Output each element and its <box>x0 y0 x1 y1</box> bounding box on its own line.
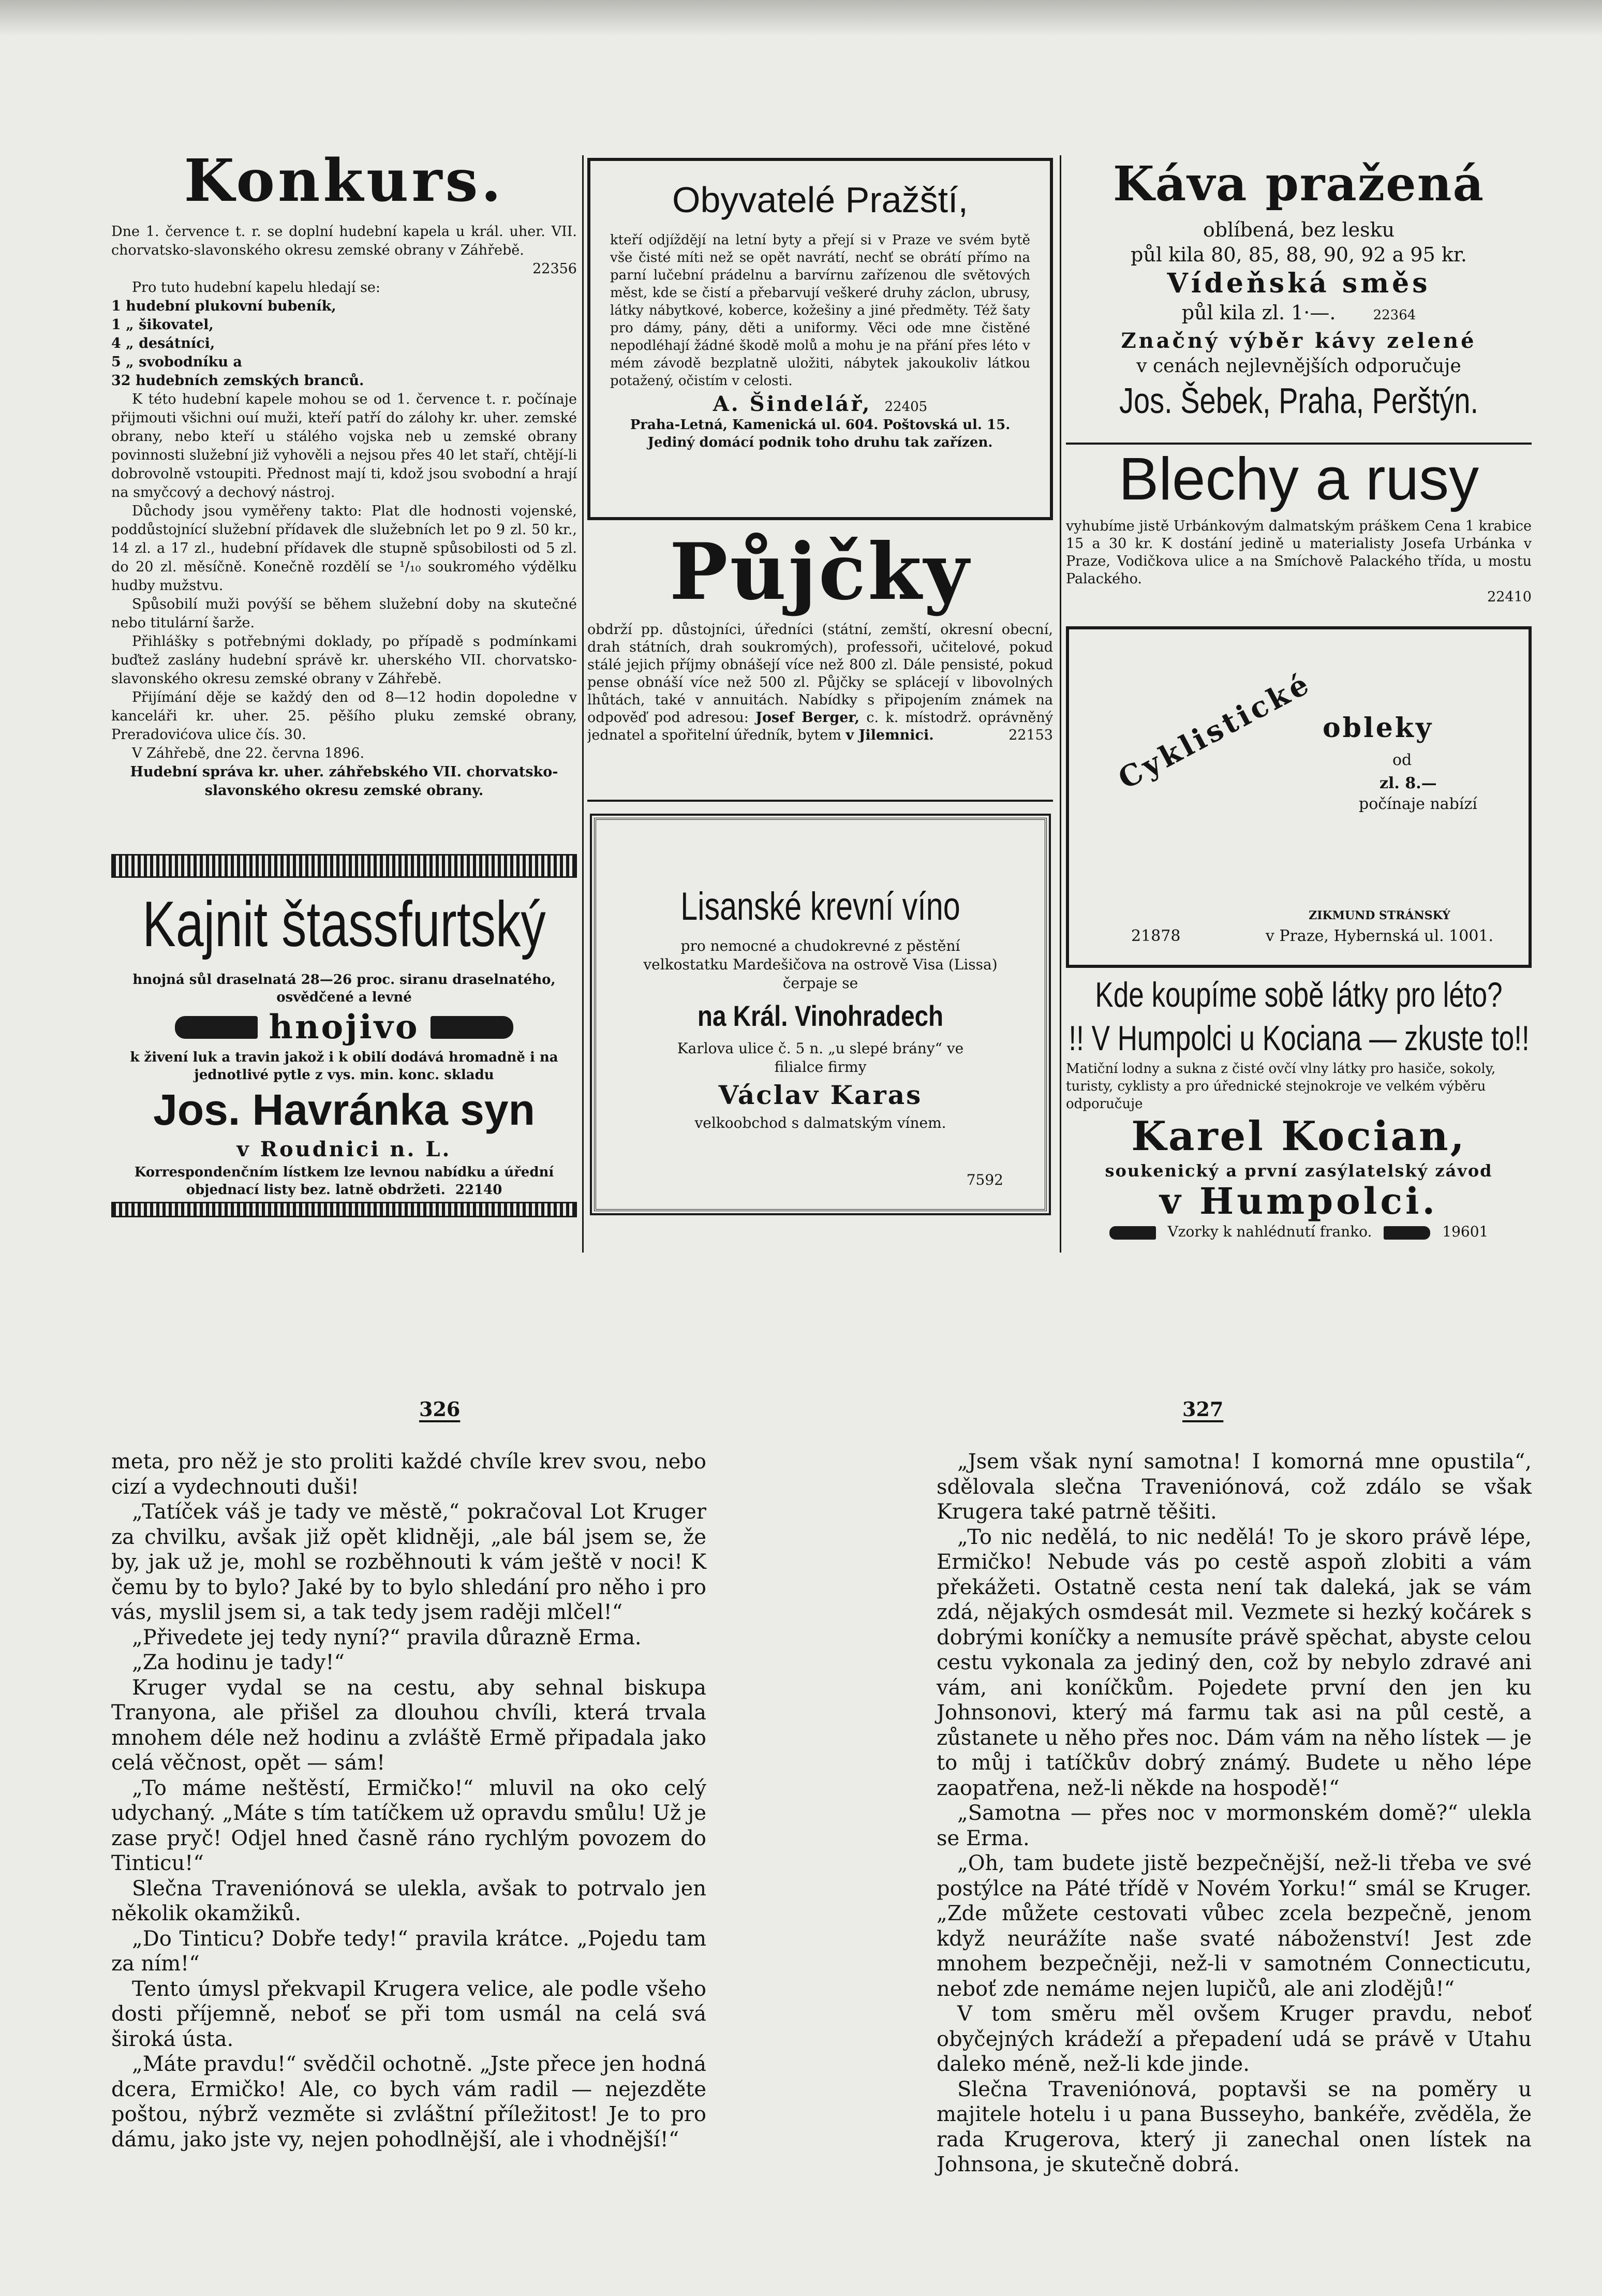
cyklisticke-title: Cyklistické <box>1112 666 1317 797</box>
kava-ref: 22364 <box>1373 307 1416 323</box>
cyklisticke-offer: počínaje nabízí <box>1359 795 1477 813</box>
kajnit-hnojivo: hnojivo <box>269 1008 420 1047</box>
obyvatele-ref: 22405 <box>884 399 928 415</box>
page-text-left <box>111 1449 706 2152</box>
paragraph: V tom směru měl ovšem Kruger pravdu, neboť obyčejných krádeží a přepadení udá se právě v Utahu daleko méně, než-li kde jinde. <box>937 2002 1532 2076</box>
konkurs-body-5: Přijímání děje se každý den od 8—12 hodin dopoledne v kanceláři kr. uher. 25. pěšího pluku zemské obrany, Preradovićova ulice čís. 30. <box>111 689 577 743</box>
kajnit-firm: Jos. Havránka syn <box>153 1085 535 1134</box>
column-rule <box>1060 155 1061 1253</box>
kocian-name: Karel Kocian, <box>1131 1113 1466 1160</box>
page-number-left: 326 <box>419 1397 461 1421</box>
konkurs-intro-ref: 22356 <box>532 261 577 277</box>
konkurs-signature: Hudební správa kr. uher. záhřebského VII. chorvatsko-slavonského okresu zemské obrany. <box>130 764 558 799</box>
kocian-head1: Kde koupíme sobě látky pro léto? <box>1095 975 1503 1014</box>
obyvatele-body: kteří odjíždějí na letní byty a přejí si v Praze ve svém bytě vše čisté míti než se opět navrátí, nechť se obrátí přímo na parní lučební prádelnu a barvírnu zařízenou dle světových měst, kde se čistí a přebarvují veškeré druhy záclon, ubrusy, látky nábytkové, koberce, kožešiny a jiné předměty. Též šaty pro dámy, pány, děti a uniformy. Věci ode mne čistěné nepodléhají žádné škodě molů a mohu je na přání přes léto v mém závodě bezplatně uložiti, nábytek jakoukoliv látkou potažený, očistím v celosti. <box>610 232 1030 389</box>
scan-edge <box>0 0 1602 36</box>
konkurs-title: Konkurs. <box>184 150 505 215</box>
paragraph: Slečna Traveniónová, poptavši se na poměry u majitele hotelu i u pana Busseyho, bankéře, zvěděla, že rada Krugerova, který ji zanechal onen lístek na Johnsona, je skutečně dobrá. <box>937 2077 1532 2176</box>
kocian-head2: !! V Humpolci u Kociana — zkuste to!! <box>1069 1019 1530 1058</box>
pointing-hand-left-icon <box>1109 1226 1156 1240</box>
pujcky-title2: c. k. místodrž. oprávněný jednatel a spořitelní úředník, bytem <box>587 710 1053 743</box>
pujcky-title: Půjčky <box>669 526 971 617</box>
ad-kajnit <box>111 854 577 1232</box>
konkurs-body-3: Spůsobilí muži povýší se během služební doby na skutečné nebo titulární šarže. <box>111 596 577 631</box>
paragraph: Tento úmysl překvapil Krugera velice, ale podle všeho dosti příjemně, neboť se při tom usmál na celá svá široká ústa. <box>111 1977 706 2051</box>
lisanske-title: Lisanské krevní víno <box>680 885 960 929</box>
paragraph: „Máte pravdu!“ svědčil ochotně. „Jste přece jen hodná dcera, Ermičko! Ale, co bych vám radil — nejezděte poštou, nýbrž vezměte si zvláštní příležitost! Je to pro dámu, jako jste vy, nejen pohodlnější, ale i vhodnější!“ <box>111 2052 706 2152</box>
kocian-samples: Vzorky k nahlédnutí franko. <box>1167 1223 1372 1240</box>
blechy-title: Blechy a rusy <box>1118 445 1479 512</box>
paragraph: „Tatíček váš je tady ve městě,“ pokračoval Lot Kruger za chvilku, avšak již opět klidněji, „ale bál jsem se, že by, jak už je, mohl se rozběhnouti k vám ještě v noci! K čemu by to bylo? Jaké by to bylo shledání pro něho i pro vás, myslil jsem si, a tak tedy jsem raději mlčel!“ <box>111 1500 706 1624</box>
ad-cyklisticke <box>1066 626 1532 968</box>
cyklisticke-ref: 21878 <box>1131 927 1181 945</box>
paragraph: „Oh, tam budete jistě bezpečnější, než-li třeba ve své postýlce na Páté třídě v Novém Yorku!“ smál se Kruger. „Zde můžete cestovati vůbec zcela bezpečně, jenom když neurážíte naše svaté náboženství! Jest zde mnohem bezpečněji, než-li v samotném Connecticutu, neboť zde nemáme nejen lupičů, ale ani zlodějů!“ <box>937 1851 1532 2001</box>
page-text-right <box>937 1449 1532 2177</box>
cyklisticke-od: od <box>1392 751 1412 769</box>
pujcky-body: obdrží pp. důstojníci, úředníci (státní, zemští, okresní obecní, drah státních, drah soukromých), professoři, učitelové, pokud stálé jejich příjmy obnášejí více než 800 zl. Dále pensisté, pokud pense obnáší více než 500 zl. Půjčky se splácejí v libovolných lhůtách, také v annuitách. Nabídky s připojením známek na odpověď pod adresou: <box>587 622 1053 726</box>
konkurs-list-3: 4 „ desátníci, <box>111 335 215 351</box>
kava-line3: půl kila zl. 1·—. <box>1181 301 1336 324</box>
obyvatele-address: Praha-Letná, Kamenická ul. 604. Poštovská ul. 15. Jediný domácí podnik toho druhu tak zařízen. <box>630 417 1011 450</box>
paragraph: „Za hodinu je tady!“ <box>132 1651 345 1674</box>
lisanske-address: Karlova ulice č. 5 n. „u slepé brány“ ve filialce firmy <box>677 1040 964 1076</box>
konkurs-body-4: Přihlášky s potřebnými doklady, po případě s podmínkami buďtež zaslány hudební správě kr. uherského VII. chorvatsko-slavonského okresu zemské obrany v Záhřebě. <box>111 634 577 687</box>
paragraph: „Do Tinticu? Dobře tedy!“ pravila krátce. „Pojedu tam za ním!“ <box>111 1926 706 1976</box>
kocian-body: Matiční lodny a sukna z čisté ovčí vlny látky pro hasiče, sokoly, turisty, cyklisty a pro úřednické stejnokroje ve velkém výběru odporučuje <box>1066 1061 1496 1112</box>
paragraph: „Přivedete jej tedy nyní?“ pravila důrazně Erma. <box>132 1625 642 1650</box>
paragraph: „Jsem však nyní samotna! I komorná mne opustila“, sdělovala slečna Traveniónová, což zdálo se však Krugera také patrně těšiti. <box>937 1450 1532 1524</box>
paragraph: Slečna Traveniónová se ulekla, avšak to potrvalo jen několik okamžiků. <box>111 1876 706 1925</box>
blechy-body: vyhubíme jistě Urbánkovým dalmatským práškem Cena 1 krabice 15 a 30 kr. K dostání jedině u materialisty Josefa Urbánka v Praze, Vodičkova ulice a na Smíchově Palackého třída, u mostu Palackého. <box>1066 518 1532 587</box>
ad-obyvatele <box>587 158 1053 520</box>
ad-kava <box>1066 155 1532 445</box>
pujcky-name: Josef Berger, <box>755 710 860 726</box>
kajnit-body: hnojná sůl draselnatá 28—26 proc. siranu draselnatého, osvědčené a levné <box>132 972 556 1005</box>
konkurs-date: V Záhřebě, dne 22. června 1896. <box>132 745 365 761</box>
kava-line2: půl kila 80, 85, 88, 90, 92 a 95 kr. <box>1131 243 1467 266</box>
ad-pujcky <box>587 523 1053 802</box>
kajnit-title: Kajnit štassfurtský <box>142 889 546 960</box>
konkurs-list-5: 32 hudebních zemských branců. <box>111 373 364 389</box>
kajnit-body2: k živení luk a travin jakož i k obilí dodává hromadně i na jednotlivé pytle z vys. min. konc. skladu <box>130 1050 558 1083</box>
paragraph: meta, pro něž je sto proliti každé chvíle krev svou, nebo cizí a vydechnouti duši! <box>111 1450 706 1499</box>
kajnit-footer: Korrespondenčním lístkem lze levnou nabídku a úřední objednací listy bez. latně obdržeti. <box>134 1165 554 1198</box>
cyklisticke-firm: ZIKMUND STRÁNSKÝ <box>1309 909 1450 922</box>
cyklisticke-obleky: obleky <box>1323 712 1434 744</box>
konkurs-list-1: 1 hudební plukovní bubeník, <box>111 298 336 314</box>
pujcky-ref: 22153 <box>1008 727 1053 743</box>
paragraph: „To nic nedělá, to nic nedělá! To je skoro právě lépe, Ermičko! Nebude vás po cestě aspoň zlobiti a vám překážeti. Ostatně cesta není tak daleká, jak se vám zdá, nějakých osmdesát mil. Vezmete si hezký kočárek s dobrými koníčky a nemusíte právě spěchat, abyste celou cestu vykonala za jediný den, což by nebylo zdravé ani vám, ani koníčkům. Pojedete první den jen ku Johnsonovi, který má farmu tak asi na půl cestě, a zůstanete u něho přes noc. Dám vám na něho lístek — je to můj i tatíčkův dobrý známý. Budete u něho lépe zaopatřena, než-li někde na hospodě!“ <box>937 1525 1532 1800</box>
kajnit-top-border <box>111 854 577 878</box>
konkurs-needed: Pro tuto hudební kapelu hledají se: <box>132 279 381 296</box>
column-rule <box>582 155 584 1253</box>
lisanske-trade: velkoobchod s dalmatským vínem. <box>694 1114 946 1131</box>
ad-lisanske <box>594 818 1047 1211</box>
obyvatele-name: A. Šindelář, <box>713 392 872 416</box>
lisanske-body: pro nemocné a chudokrevné z pěstění velkostatku Mardešičova na ostrově Visa (Lissa) čerpaje se <box>643 937 998 992</box>
page-number-right: 327 <box>1182 1397 1224 1421</box>
kava-line4: Značný výběr kávy zelené <box>1121 329 1477 353</box>
konkurs-intro: Dne 1. července t. r. se doplní hudební kapela u král. uher. VII. chorvatsko-slavonského okresu zemské obrany v Záhřebě. <box>111 224 577 258</box>
pujcky-place: v Jilemnici. <box>846 727 934 743</box>
blechy-ref: 22410 <box>1487 589 1532 605</box>
cyklisticke-price: zl. 8.— <box>1380 774 1437 792</box>
kocian-place: v Humpolci. <box>1160 1180 1438 1223</box>
kava-line1: oblíbená, bez lesku <box>1203 218 1395 241</box>
konkurs-body-1: K této hudební kapele mohou se od 1. července t. r. počínaje přijmouti všichni ouí muži, kteří patří do zálohy kr. uher. zemské obrany, nebo kteří u stálého vojska neb u zemské obrany povinnosti služební již vyhověli a nejsou přes 40 let staří, chtějí-li dobrovolně vstoupiti. Přednost mají ti, kdož jsou svobodní a hrají na smyčcový a dechový nástroj. <box>111 391 577 501</box>
kava-title: Káva pražená <box>1112 156 1485 212</box>
konkurs-body-2: Důchody jsou vyměřeny takto: Plat dle hodnosti vojenské, poddůstojnící služební přídavek dle služebních let po 9 zl. 50 kr., 14 zl. a 17 zl., hudební přídavek dle stupně spůsobilosti od 5 zl. do 20 zl. měsíčně. Konečně rozdělí se ¹/₁₀ soukromého výdělku hudby mužstvu. <box>111 503 577 594</box>
paragraph: „Samotna — přes noc v mormonském domě?“ ulekla se Erma. <box>937 1801 1532 1850</box>
kocian-ref: 19601 <box>1442 1223 1489 1240</box>
lisanske-name: Václav Karas <box>718 1080 923 1110</box>
kava-firm: Jos. Šebek, Praha, Perštýn. <box>1119 380 1479 421</box>
kajnit-ref: 22140 <box>455 1182 502 1198</box>
kajnit-bottom-border <box>111 1202 577 1217</box>
kajnit-place: v Roudnici n. L. <box>236 1137 452 1161</box>
paragraph: „To máme neštěstí, Ermičko!“ mluvil na oko celý udychaný. „Máte s tím tatíčkem už opravdu smůlu! Už je zase pryč! Odjel hned časně ráno rychlým povozem do Tinticu!“ <box>111 1776 706 1875</box>
pointing-hand-right-icon <box>1384 1226 1430 1240</box>
lisanske-place: na Král. Vinohradech <box>697 999 944 1032</box>
cyklisticke-address: v Praze, Hybernská ul. 1001. <box>1265 927 1494 945</box>
obyvatele-title: Obyvatelé Pražští, <box>672 180 968 220</box>
kava-line5: v cenách nejlevnějších odporučuje <box>1136 356 1461 377</box>
konkurs-list-4: 5 „ svobodníku a <box>111 354 242 370</box>
ad-blechy <box>1066 445 1532 621</box>
kocian-trade: soukenický a první zasýlatelský závod <box>1105 1161 1493 1181</box>
ad-kocian <box>1066 973 1532 1253</box>
kava-subtitle: Vídeňská směs <box>1167 268 1431 299</box>
konkurs-list-2: 1 „ šikovatel, <box>111 317 214 333</box>
paragraph: Kruger vydal se na cestu, aby sehnal biskupa Tranyona, ale přišel za dlouhou chvíli, která trvala mnohem déle než hodinu a zvláště Ermě připadala jako celá věčnost, opět — sám! <box>111 1675 706 1775</box>
ad-konkurs <box>111 150 577 844</box>
pointing-hand-left-icon <box>175 1016 258 1039</box>
pointing-hand-right-icon <box>431 1016 513 1039</box>
lisanske-ref: 7592 <box>966 1171 1003 1188</box>
